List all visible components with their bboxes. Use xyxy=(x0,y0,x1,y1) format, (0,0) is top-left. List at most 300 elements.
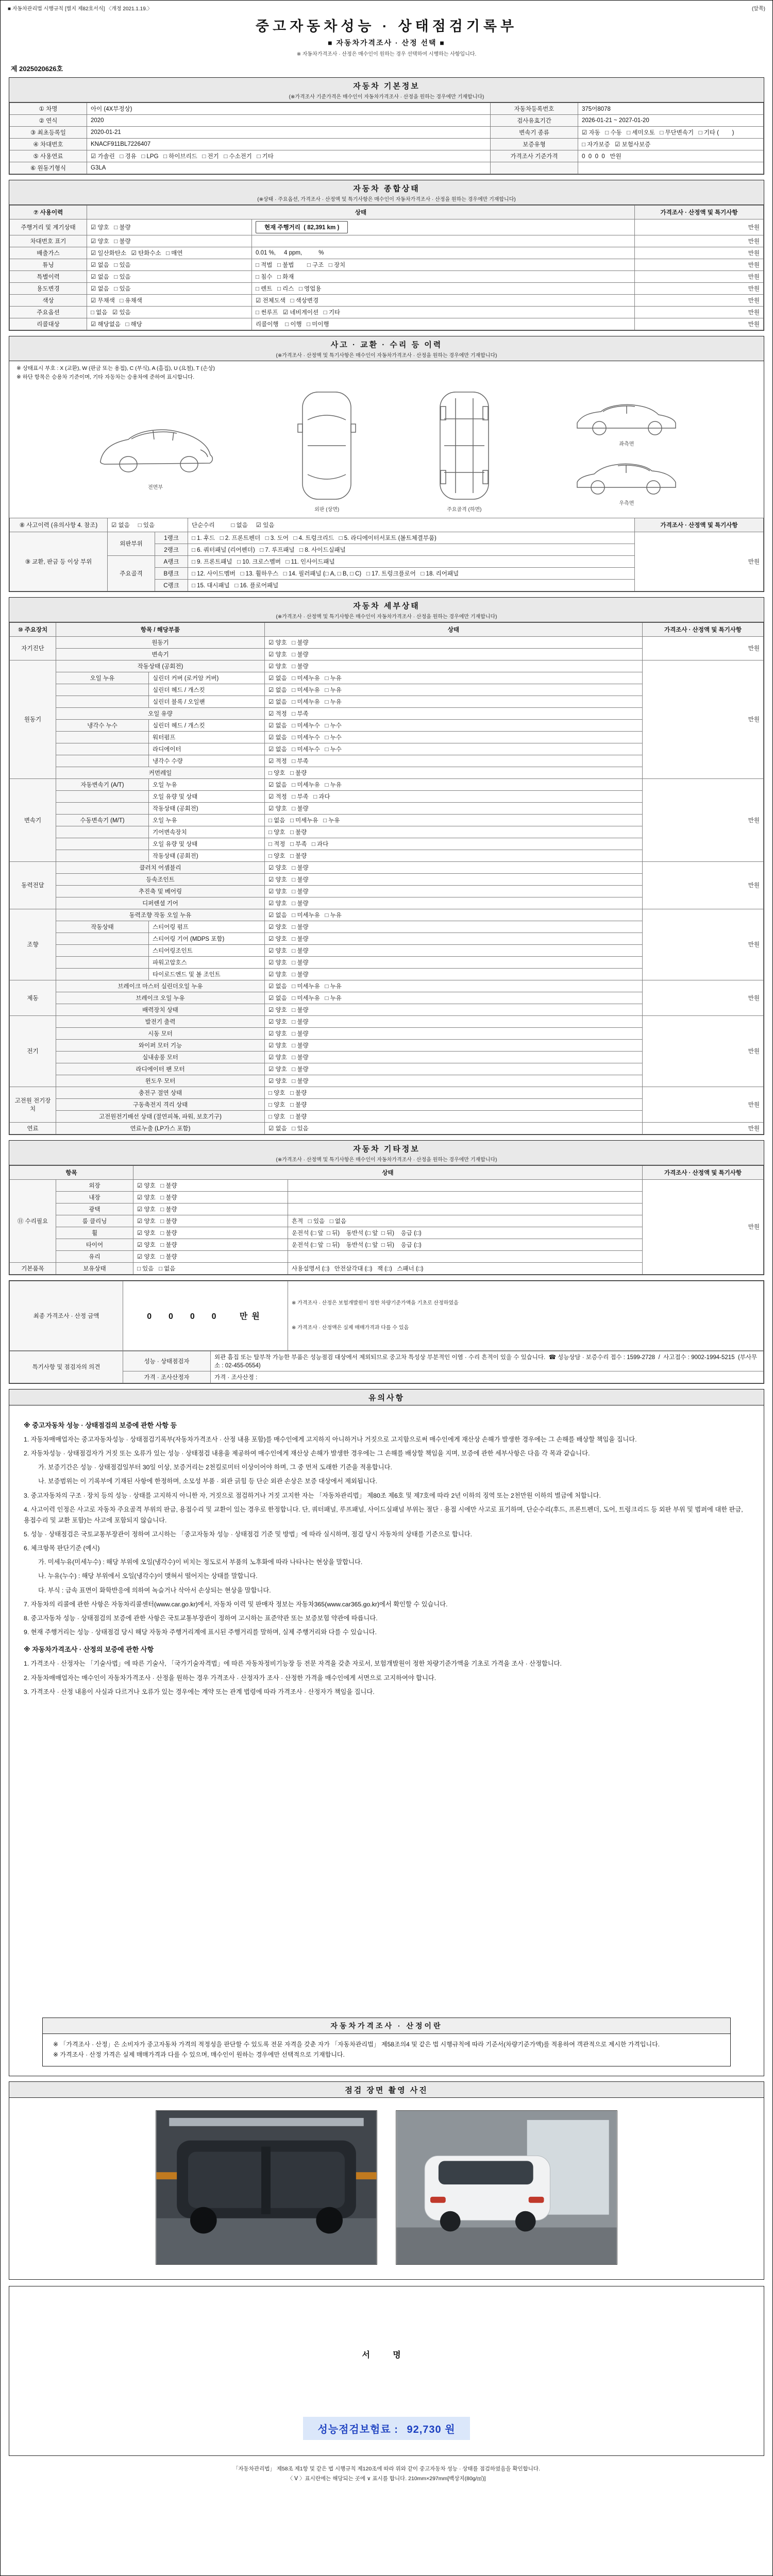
status-checkboxes[interactable]: ☑ 없음 □ 미세누유 □ 누유 xyxy=(265,672,643,684)
panel-checkboxes[interactable]: □ 15. 대시패널 □ 16. 플로어패널 xyxy=(188,579,635,591)
usage-item-label: 배출가스 xyxy=(10,247,87,259)
basic-field-label: ⑤ 사용연료 xyxy=(10,150,87,162)
status-checkboxes[interactable]: □ 양호 □ 불량 xyxy=(265,826,643,838)
status-checkboxes[interactable]: □ 있음 □ 없음 xyxy=(133,1262,288,1274)
panel-checkboxes[interactable]: □ 9. 프론트패널 □ 10. 크로스멤버 □ 11. 인사이드패널 xyxy=(188,555,635,567)
overall-col-usage: ⑦ 사용이력 xyxy=(10,206,87,219)
basic-field-value: 2020-01-21 xyxy=(87,127,491,139)
item-name: 고전원전기배선 상태 (절연피복, 파워, 보호기구) xyxy=(56,1110,265,1122)
repair-extra-checkboxes[interactable]: 흔적 □ 있음 □ 없음 xyxy=(288,1215,643,1227)
overall-col-price: 가격조사 · 산정액 및 특기사항 xyxy=(635,206,764,219)
usage-extra xyxy=(252,235,635,247)
item-name xyxy=(56,956,149,968)
basic-field-value[interactable]: ☑ 가솔린 □ 경유 □ LPG □ 하이브리드 □ 전기 □ 수소전기 □ 기타 xyxy=(87,150,491,162)
subitem-name: 작동상태 (공회전) xyxy=(149,850,265,861)
basic-field-label: ③ 최초등록일 xyxy=(10,127,87,139)
price-cell: 만원 xyxy=(635,318,764,330)
subitem-name: 실린더 헤드 / 개스킷 xyxy=(149,684,265,696)
car-diagram-top-svg xyxy=(296,388,357,504)
price-cell: 만원 xyxy=(643,1122,764,1134)
status-checkboxes[interactable]: ☑ 양호 □ 불량 xyxy=(133,1250,288,1262)
status-checkboxes[interactable]: ☑ 양호 □ 불량 xyxy=(133,1215,288,1227)
status-checkboxes[interactable]: ☑ 양호 □ 불량 xyxy=(265,1027,643,1039)
repair-item-label: 유리 xyxy=(56,1250,133,1262)
status-checkboxes[interactable]: ☑ 없음 □ 있음 xyxy=(265,1122,643,1134)
notice-item: 가. 미세누유(미세누수) : 해당 부위에 오일(냉각수)이 비치는 정도로서 부품의 노후화에 따라 나타나는 현상을 말합니다. xyxy=(38,1558,363,1566)
status-checkboxes[interactable]: ☑ 없음 □ 미세누유 □ 누유 xyxy=(265,992,643,1004)
usage-item-label: 튜닝 xyxy=(10,259,87,271)
device-name: 원동기 xyxy=(10,660,56,778)
item-name xyxy=(56,684,149,696)
item-name: 연료누출 (LP가스 포함) xyxy=(56,1122,265,1134)
basic-field-label: 자동차등록번호 xyxy=(491,103,578,115)
item-name: 실내송풍 모터 xyxy=(56,1051,265,1063)
final-price-table xyxy=(9,1281,764,1351)
notice-item: 나. 보증범위는 이 기록부에 기재된 사항에 한정하며, 소모성 부품 · 외관 긁힘 등 단순 외관 손상은 보증 대상에서 제외됩니다. xyxy=(38,1478,377,1485)
status-checkboxes[interactable]: ☑ 양호 □ 불량 xyxy=(133,1227,288,1239)
device-name: 전기 xyxy=(10,1015,56,1087)
status-checkboxes[interactable]: ☑ 양호 □ 불량 xyxy=(265,802,643,814)
document-subtitle: ■ 자동차가격조사 · 산정 선택 ■ xyxy=(328,39,445,47)
price-cell: 만원 xyxy=(635,295,764,307)
basic-items-item-label: 보유상태 xyxy=(56,1262,133,1274)
subitem-name: 실린더 헤드 / 개스킷 xyxy=(149,719,265,731)
panel-checkboxes[interactable]: □ 1. 후드 □ 2. 프론트펜더 □ 3. 도어 □ 4. 트렁크리드 □ 5. 라디에이터서포트 (볼트체결부품) xyxy=(188,532,635,544)
basic-field-label: ② 연식 xyxy=(10,115,87,127)
item-name: 변속기 xyxy=(56,648,265,660)
usage-status-checkboxes[interactable]: ☑ 양호 □ 불량 xyxy=(87,235,252,247)
price-cell: 만원 xyxy=(643,660,764,778)
insurance-premium-badge xyxy=(303,2417,469,2440)
overall-title-note: (※상태 · 주요옵션, 가격조사 · 산정액 및 특기사항은 매수인이 자동차가격조사 · 산정을 원하는 경우에만 기재합니다) xyxy=(257,197,516,202)
status-checkboxes[interactable]: ☑ 양호 □ 불량 xyxy=(265,873,643,885)
section-basic-title xyxy=(9,78,764,103)
item-name: 발전기 출력 xyxy=(56,1015,265,1027)
item-name: 브레이크 마스터 실린더오일 누유 xyxy=(56,980,265,992)
status-checkboxes[interactable]: ☑ 적정 □ 부족 xyxy=(265,707,643,719)
price-cell: 만원 xyxy=(643,778,764,861)
item-name: 디퍼렌셜 기어 xyxy=(56,897,265,909)
notice-heading: ※ 자동차가격조사 · 산정의 보증에 관한 사항 xyxy=(24,1646,154,1654)
item-name xyxy=(56,731,149,743)
usage-status-checkboxes[interactable]: ☑ 해당없음 □ 해당 xyxy=(87,318,252,330)
section-accident-title xyxy=(9,336,764,361)
basic-field-value[interactable]: □ 자가보증 ☑ 보험사보증 xyxy=(578,139,764,150)
notice-item: 3. 가격조사 · 산정 내용이 사실과 다르거나 오류가 있는 경우에는 계약 또는 관계 법령에 따라 가격조사 · 산정자가 책임을 집니다. xyxy=(24,1688,375,1696)
repair-extra-checkboxes xyxy=(288,1191,643,1203)
usage-status-checkboxes[interactable]: ☑ 없음 □ 있음 xyxy=(87,259,252,271)
signature-section xyxy=(9,2286,764,2456)
document-title: 중고자동차성능 · 상태점검기록부 xyxy=(255,19,518,34)
notice-item: 7. 자동차의 리콜에 관한 사항은 자동차리콜센터(www.car.go.kr)에서, 자동차 이력 및 판매자 정보는 자동차365(www.car365.go.kr)에서 확인할 수 있습니다. xyxy=(24,1600,448,1608)
item-name: 작동상태 xyxy=(56,921,149,933)
status-checkboxes[interactable]: ☑ 양호 □ 불량 xyxy=(265,933,643,944)
panel-checkboxes[interactable]: □ 6. 쿼터패널 (리어펜더) □ 7. 루프패널 □ 8. 사이드실패널 xyxy=(188,544,635,555)
item-name xyxy=(56,850,149,861)
status-checkboxes[interactable]: ☑ 없음 □ 미세누유 □ 누유 xyxy=(265,684,643,696)
document-number: 제 2025020626호 xyxy=(11,65,63,73)
section-notice xyxy=(9,1389,764,2077)
section-other-title xyxy=(9,1141,764,1165)
accident-history-checkboxes[interactable]: ☑ 없음 □ 있음 xyxy=(108,518,188,532)
usage-status-checkboxes[interactable]: ☑ 일산화탄소 ☑ 탄화수소 □ 매연 xyxy=(87,247,252,259)
footer-line-1: 「자동차관리법」 제58조 제1항 및 같은 법 시행규칙 제120조에 따라 위와 같이 중고자동차 성능 · 상태를 점검하였음을 확인합니다. xyxy=(233,2466,540,2472)
inspection-photo-exterior xyxy=(396,2110,617,2265)
basic-field-value: 0 0 0 0 만원 xyxy=(578,150,764,162)
status-checkboxes[interactable]: ☑ 없음 □ 미세누수 □ 누수 xyxy=(265,719,643,731)
item-name: 라디에이터 팬 모터 xyxy=(56,1063,265,1075)
status-checkboxes[interactable]: □ 양호 □ 불량 xyxy=(265,1087,643,1098)
overall-col-status: 상태 xyxy=(87,206,635,219)
other-col-status: 상태 xyxy=(133,1165,643,1179)
status-checkboxes[interactable]: ☑ 양호 □ 불량 xyxy=(265,1039,643,1051)
notice-item: 다. 부식 : 금속 표면이 화학반응에 의하여 녹슬거나 삭아서 손상되는 현상을 말합니다. xyxy=(38,1586,271,1594)
detail-title-text: 자동차 세부상태 xyxy=(353,601,420,611)
section-final-price xyxy=(9,1280,764,1384)
status-checkboxes[interactable]: □ 양호 □ 불량 xyxy=(265,1098,643,1110)
opinion-appraiser-label: 가격 · 조사산정자 xyxy=(123,1371,211,1383)
subitem-name: 오일 유량 및 상태 xyxy=(149,790,265,802)
repair-extra-checkboxes[interactable]: 운전석 (□ 앞 □ 뒤) 동반석 (□ 앞 □ 뒤) 응급 (□) xyxy=(288,1227,643,1239)
item-name xyxy=(56,933,149,944)
usage-status-checkboxes[interactable]: □ 없음 ☑ 있음 xyxy=(87,307,252,318)
usage-extra[interactable]: □ 렌트 □ 리스 □ 영업용 xyxy=(252,283,635,295)
usage-extra[interactable]: 리콜이행 □ 이행 □ 미이행 xyxy=(252,318,635,330)
other-title-note: (※가격조사 · 산정액 및 특기사항은 매수인이 자동차가격조사 · 산정을 원하는 경우에만 기재합니다) xyxy=(276,1157,497,1163)
legend-line-2: ※ 하단 항목은 승용차 기준이며, 기타 자동차는 승용차에 준하여 표시합니다. xyxy=(16,374,195,380)
notice-item: 나. 누유(누수) : 해당 부위에서 오일(냉각수)이 맺혀서 떨어지는 상태를 말합니다. xyxy=(38,1572,258,1580)
outer-panel-group-label: 외판부위 xyxy=(108,532,155,555)
car-diagram-bottom xyxy=(434,388,495,513)
price-cell: 만원 xyxy=(643,1087,764,1122)
price-survey-definition-box xyxy=(42,2018,731,2067)
definition-line-2: ※ 가격조사 · 산정 가격은 실제 매매가격과 다를 수 있으며, 매수인이 원하는 경우에만 선택적으로 기재합니다. xyxy=(53,2050,345,2058)
final-price-note-2: ※ 가격조사 · 산정액은 실제 매매가격과 다를 수 있음 xyxy=(292,1325,409,1331)
subitem-name: 작동상태 (공회전) xyxy=(149,802,265,814)
status-checkboxes[interactable]: ☑ 적정 □ 부족 xyxy=(265,755,643,767)
basic-field-label: 가격조사 기준가격 xyxy=(491,150,578,162)
status-checkboxes[interactable]: ☑ 양호 □ 불량 xyxy=(265,968,643,980)
item-name: 배력장치 상태 xyxy=(56,1004,265,1015)
signature-label: 서 명 xyxy=(362,2351,411,2360)
status-checkboxes[interactable]: ☑ 양호 □ 불량 xyxy=(265,1004,643,1015)
subitem-name: 오일 누유 xyxy=(149,778,265,790)
item-name: 작동상태 (공회전) xyxy=(56,660,265,672)
item-name xyxy=(56,802,149,814)
status-checkboxes[interactable]: ☑ 없음 □ 미세누유 □ 누유 xyxy=(265,778,643,790)
page-side-label: (앞쪽) xyxy=(752,6,765,12)
final-price-notes xyxy=(288,1281,764,1350)
item-name xyxy=(56,696,149,707)
diagram-caption-left: 좌측면 xyxy=(619,441,634,447)
diagram-caption-top: 외판 (상면) xyxy=(314,506,340,513)
usage-item-label: 용도변경 xyxy=(10,283,87,295)
status-checkboxes[interactable]: □ 양호 □ 불량 xyxy=(265,767,643,778)
opinion-inspector-text: 외관 흠집 또는 탈부착 가능한 부품은 성능점검 대상에서 제외되므로 중고차 특성상 부분적인 이염 · 수리 흔적이 있을 수 있습니다. ☎ 성능상담 · 보증수리 접수 : 1599-2728 / 사고접수 : 9002-1994-5215 (부사무소 : 02-455-0554) xyxy=(211,1351,764,1371)
notice-item: 3. 중고자동차의 구조 · 장치 등의 성능 · 상태를 고지하지 아니한 자, 거짓으로 점검하거나 거짓 고지한 자는 「자동차관리법」 제80조 제6호 및 제7호에 따라 2년 이하의 징역 또는 2천만원 이하의 벌금에 처합니다. xyxy=(24,1492,601,1499)
car-diagram-left-svg xyxy=(571,391,682,438)
price-cell: 만원 xyxy=(643,636,764,660)
item-name: 클러치 어셈블리 xyxy=(56,861,265,873)
accident-price-header: 가격조사 · 산정액 및 특기사항 xyxy=(635,518,764,532)
repair-item-label: 휠 xyxy=(56,1227,133,1239)
accident-title-text: 사고 · 교환 · 수리 등 이력 xyxy=(330,341,443,349)
usage-item-label: 주행거리 및 계기상태 xyxy=(10,219,87,235)
basic-items-extra-checkboxes[interactable]: 사용설명서 (□) 안전삼각대 (□) 잭 (□) 스패너 (□) xyxy=(288,1262,643,1274)
device-name: 조향 xyxy=(10,909,56,980)
status-checkboxes[interactable]: ☑ 양호 □ 불량 xyxy=(265,1075,643,1087)
detail-col-device: ⑩ 주요장치 xyxy=(10,622,56,636)
insurance-premium-label: 성능점검보험료 : xyxy=(317,2424,398,2436)
price-cell: 만원 xyxy=(643,980,764,1015)
repair-group-label: ⑪ 수리필요 xyxy=(10,1179,56,1262)
notice-item: 2. 자동차성능 · 상태점검자가 거짓 또는 오류가 있는 성능 · 상태점검 내용을 제공하여 매수인에게 재산상 손해가 발생한 경우에는 그 손해를 배상할 책임을 지며, 보증에 관한 세부사항은 다음 각 목과 같습니다. xyxy=(24,1450,590,1458)
rank-label: B랭크 xyxy=(155,567,188,579)
notice-item: 8. 중고자동차 성능 · 상태점검의 보증에 관한 사항은 국토교통부장관이 정하여 고시하는 표준약관 또는 보증보험 약관에 따릅니다. xyxy=(24,1614,378,1622)
item-name xyxy=(56,755,149,767)
price-cell: 만원 xyxy=(635,259,764,271)
section-other-info xyxy=(9,1140,764,1275)
usage-item-label: 색상 xyxy=(10,295,87,307)
status-checkboxes[interactable]: ☑ 양호 □ 불량 xyxy=(265,956,643,968)
item-name: 시동 모터 xyxy=(56,1027,265,1039)
status-checkboxes[interactable]: ☑ 없음 □ 미세누수 □ 누수 xyxy=(265,743,643,755)
device-name: 동력전달 xyxy=(10,861,56,909)
usage-status-checkboxes[interactable]: ☑ 양호 □ 불량 xyxy=(87,219,252,235)
usage-extra[interactable]: □ 썬루프 ☑ 네비게이션 □ 기타 xyxy=(252,307,635,318)
photo-row xyxy=(9,2098,764,2279)
rank-label: C랭크 xyxy=(155,579,188,591)
notice-item: 9. 현재 주행거리는 성능 · 상태점검 당시 해당 자동차 주행거리계에 표시된 주행거리를 말하며, 실제 주행거리와 다를 수 있습니다. xyxy=(24,1628,377,1636)
basic-field-label: 보증유형 xyxy=(491,139,578,150)
definition-line-1: ※ 「가격조사 · 산정」은 소비자가 중고자동차 가격의 적정성을 판단할 수 있도록 전문 자격을 갖춘 자가 「자동차관리법」 제58조의4 및 같은 법 시행규칙에 따라 기준서(차량기준가액)를 적용하여 객관적으로 제시한 가격입니다. xyxy=(53,2040,660,2048)
item-name xyxy=(56,826,149,838)
status-checkboxes[interactable]: ☑ 양호 □ 불량 xyxy=(265,1063,643,1075)
usage-extra[interactable]: □ 적법 □ 불법 □ 구조 □ 장치 xyxy=(252,259,635,271)
title-block xyxy=(1,15,772,57)
section-basic-info xyxy=(9,77,764,175)
status-checkboxes[interactable]: ☑ 양호 □ 불량 xyxy=(265,636,643,648)
status-checkboxes[interactable]: □ 양호 □ 불량 xyxy=(265,1110,643,1122)
usage-extra[interactable]: ☑ 전체도색 □ 색상변경 xyxy=(252,295,635,307)
other-col-price: 가격조사 · 산정액 및 특기사항 xyxy=(643,1165,764,1179)
basic-field-value: 375어8078 xyxy=(578,103,764,115)
usage-extra: 0.01 %, 4 ppm, % xyxy=(252,247,635,259)
other-info-table xyxy=(9,1165,764,1275)
notice-title-text: 유의사항 xyxy=(368,1393,405,1402)
price-cell: 만원 xyxy=(635,307,764,318)
final-price-amount: 0 0 0 0 만원 xyxy=(123,1281,288,1350)
definition-box-body xyxy=(43,2034,730,2066)
price-cell: 만원 xyxy=(643,909,764,980)
status-checkboxes[interactable]: ☑ 없음 □ 미세누수 □ 누수 xyxy=(265,731,643,743)
diagram-caption-right: 우측면 xyxy=(619,500,634,506)
basic-field-value: KNACF911BL7226407 xyxy=(87,139,491,150)
item-name: 충전구 절연 상태 xyxy=(56,1087,265,1098)
section-notice-title xyxy=(9,1389,764,1405)
section-accident-history xyxy=(9,336,764,592)
rank-label: 2랭크 xyxy=(155,544,188,555)
form-reference: ■ 자동차관리법 시행규칙 [별지 제82호서식] 〈개정 2021.1.19.〉 xyxy=(8,6,153,12)
item-name: 브레이크 오일 누유 xyxy=(56,992,265,1004)
item-name xyxy=(56,743,149,755)
diagram-caption-bottom: 주요골격 (하면) xyxy=(447,506,482,513)
status-checkboxes[interactable]: ☑ 양호 □ 불량 xyxy=(265,1015,643,1027)
notice-item: 4. 사고이력 인정은 사고로 자동차 주요골격 부위의 판금, 용접수리 및 교환이 있는 경우로 한정합니다. 단, 쿼터패널, 루프패널, 사이드실패널 부위는 절단 · 용접 시에만 사고로 표기하며, 단순수리(후드, 프론트펜더, 도어, 트렁크리드 등 외판 부위 및 범퍼에 대한 판금, 용접수리 및 교환 포함)는 사고에 포함되지 않습니다. xyxy=(24,1505,743,1524)
notice-item: 6. 체크항목 판단기준 (예시) xyxy=(24,1545,100,1552)
basic-field-label: ④ 차대번호 xyxy=(10,139,87,150)
status-checkboxes[interactable]: ☑ 양호 □ 불량 xyxy=(265,897,643,909)
section-inspection-photos xyxy=(9,2081,764,2280)
status-checkboxes[interactable]: ☑ 없음 □ 미세누유 □ 누유 xyxy=(265,980,643,992)
section-photos-title xyxy=(9,2082,764,2098)
device-name: 자기진단 xyxy=(10,636,56,660)
basic-field-value xyxy=(578,162,764,174)
overall-condition-table xyxy=(9,205,764,330)
state-code-legend xyxy=(9,361,764,382)
status-checkboxes[interactable]: □ 양호 □ 불량 xyxy=(265,850,643,861)
notice-item: 가. 보증기간은 성능 · 상태점검일부터 30일 이상, 보증거리는 2천킬로미터 이상이어야 하며, 그 중 먼저 도래한 기준을 적용합니다. xyxy=(38,1464,392,1471)
car-diagram-front-svg xyxy=(91,410,220,482)
repair-extra-checkboxes[interactable]: 운전석 (□ 앞 □ 뒤) 동반석 (□ 앞 □ 뒤) 응급 (□) xyxy=(288,1239,643,1250)
diagram-caption-front: 전면부 xyxy=(148,485,163,491)
subitem-name: 오일 누유 xyxy=(149,814,265,826)
definition-box-title: 자동차가격조사 · 산정이란 xyxy=(43,2018,730,2034)
car-diagram-front xyxy=(91,410,220,490)
usage-status-checkboxes[interactable]: ☑ 없음 □ 있음 xyxy=(87,283,252,295)
repair-extra-checkboxes xyxy=(288,1179,643,1191)
status-checkboxes[interactable]: ☑ 양호 □ 불량 xyxy=(133,1191,288,1203)
status-checkboxes[interactable]: ☑ 양호 □ 불량 xyxy=(265,944,643,956)
notice-item: 1. 가격조사 · 산정자는 「기술사법」에 따른 기술사, 「국가기술자격법」에 따른 자동차정비기능장 등 전문 자격을 갖춘 자로서, 보험개발원이 정한 차량기준가액을 기초로 가격을 조사 · 산정합니다. xyxy=(24,1660,562,1668)
repair-extra-checkboxes xyxy=(288,1250,643,1262)
car-diagram-sides xyxy=(571,391,682,510)
accident-history-label: ⑧ 사고이력 (유의사항 4. 참조) xyxy=(10,518,108,532)
section-detail-condition xyxy=(9,597,764,1135)
status-checkboxes[interactable]: □ 없음 □ 미세누유 □ 누유 xyxy=(265,814,643,826)
usage-item-label: 주요옵션 xyxy=(10,307,87,318)
insurance-premium-line xyxy=(9,2417,764,2440)
status-checkboxes[interactable]: ☑ 양호 □ 불량 xyxy=(265,648,643,660)
detail-col-price: 가격조사 · 산정액 및 특기사항 xyxy=(643,622,764,636)
car-diagram-bottom-svg xyxy=(434,388,495,504)
detail-condition-table xyxy=(9,622,764,1134)
usage-item-label: 차대번호 표기 xyxy=(10,235,87,247)
item-name xyxy=(56,790,149,802)
status-checkboxes[interactable]: ☑ 양호 □ 불량 xyxy=(265,660,643,672)
rank-label: 1랭크 xyxy=(155,532,188,544)
subitem-name: 스티어링조인트 xyxy=(149,944,265,956)
usage-item-label: 리콜대상 xyxy=(10,318,87,330)
status-checkboxes[interactable]: ☑ 양호 □ 불량 xyxy=(265,885,643,897)
other-title-text: 자동차 기타정보 xyxy=(353,1144,420,1154)
document-footer xyxy=(1,2459,772,2488)
basic-field-label: ⑥ 원동기형식 xyxy=(10,162,87,174)
subitem-name: 라디에이터 xyxy=(149,743,265,755)
notice-item: 5. 성능 · 상태점검은 국토교통부장관이 정하여 고시하는 「중고자동차 성능 · 상태점검 기준 및 방법」에 따라 실시하며, 점검 당시 자동차의 상태를 기준으로 합니다. xyxy=(24,1530,472,1538)
basic-field-value: 2026-01-21 ~ 2027-01-20 xyxy=(578,115,764,127)
section-overall-title xyxy=(9,180,764,205)
basic-field-value[interactable]: ☑ 자동 □ 수동 □ 세미오토 □ 무단변속기 □ 기타 ( ) xyxy=(578,127,764,139)
car-diagram-right-svg xyxy=(571,450,682,498)
accident-history-table xyxy=(9,518,764,591)
basic-title-text: 자동차 기본정보 xyxy=(353,82,420,91)
basic-field-label: 변속기 종류 xyxy=(491,127,578,139)
status-checkboxes[interactable]: ☑ 양호 □ 불량 xyxy=(133,1203,288,1215)
overall-title-text: 자동차 종합상태 xyxy=(353,184,420,193)
device-name: 고전원 전기장치 xyxy=(10,1087,56,1122)
status-checkboxes[interactable]: ☑ 적정 □ 부족 □ 과다 xyxy=(265,790,643,802)
photos-title-text: 점검 장면 촬영 사진 xyxy=(345,2086,428,2095)
item-name: 자동변속기 (A/T) xyxy=(56,778,149,790)
insurance-premium-value: 92,730 원 xyxy=(407,2424,456,2436)
basic-field-value: 2020 xyxy=(87,115,491,127)
price-cell: 만원 xyxy=(643,1015,764,1087)
detail-title-note: (※가격조사 · 산정액 및 특기사항은 매수인이 자동차가격조사 · 산정을 원하는 경우에만 기재합니다) xyxy=(276,614,497,620)
usage-item-label: 특별이력 xyxy=(10,271,87,283)
status-checkboxes[interactable]: ☑ 없음 □ 미세누유 □ 누유 xyxy=(265,696,643,707)
subitem-name: 워터펌프 xyxy=(149,731,265,743)
price-cell: 만원 xyxy=(635,219,764,235)
notice-item: 1. 자동차매매업자는 중고자동차성능 · 상태점검기록부(자동차가격조사 · 산정 내용 포함)를 매수인에게 고지하지 아니하거나 거짓으로 고지함으로써 매수인에게 재산상 손해가 발생한 경우에는 그 손해를 배상할 책임을 집니다. xyxy=(24,1435,637,1443)
notice-body xyxy=(9,1405,764,2003)
repair-item-label: 타이어 xyxy=(56,1239,133,1250)
usage-extra[interactable]: □ 침수 □ 화재 xyxy=(252,271,635,283)
item-name: 구동축전지 격리 상태 xyxy=(56,1098,265,1110)
status-checkboxes[interactable]: ☑ 양호 □ 불량 xyxy=(265,921,643,933)
price-cell: 만원 xyxy=(635,532,764,591)
item-name: 추진축 및 베어링 xyxy=(56,885,265,897)
device-name: 제동 xyxy=(10,980,56,1015)
subitem-name: 스티어링 펌프 xyxy=(149,921,265,933)
final-price-note-1: ※ 가격조사 · 산정은 보험개발원이 정한 차량기준가액을 기초로 산정하였음 xyxy=(292,1300,459,1306)
repair-item-label: 광택 xyxy=(56,1203,133,1215)
final-price-label: 최종 가격조사 · 산정 금액 xyxy=(10,1281,123,1350)
status-checkboxes[interactable]: □ 적정 □ 부족 □ 과다 xyxy=(265,838,643,850)
inspector-opinion-table xyxy=(9,1351,764,1383)
price-cell: 만원 xyxy=(635,247,764,259)
legend-line-1: ※ 상태표시 부호 : X (교환), W (판금 또는 용접), C (부식), A (흠집), U (요철), T (손상) xyxy=(16,365,215,371)
status-checkboxes[interactable]: ☑ 양호 □ 불량 xyxy=(133,1239,288,1250)
basic-title-note: (※가격조사 기준가격은 매수인이 자동차가격조사 · 산정을 원하는 경우에만 기재합니다) xyxy=(289,94,484,100)
repair-extra-checkboxes xyxy=(288,1203,643,1215)
status-checkboxes[interactable]: ☑ 양호 □ 불량 xyxy=(265,1051,643,1063)
current-mileage-box: 현재 주행거리 ( 82,391 km ) xyxy=(256,221,348,233)
exchange-panel-label: ⑨ 교환, 판금 등 이상 부위 xyxy=(10,532,108,591)
basic-field-label: ① 차명 xyxy=(10,103,87,115)
item-name: 커먼레일 xyxy=(56,767,265,778)
usage-status-checkboxes[interactable]: ☑ 없음 □ 있음 xyxy=(87,271,252,283)
notice-heading: ※ 중고자동차 성능 · 상태점검의 보증에 관한 사항 등 xyxy=(24,1421,177,1429)
opinion-group-label: 특기사항 및 점검자의 의견 xyxy=(10,1351,123,1383)
status-checkboxes[interactable]: ☑ 없음 □ 미세누유 □ 누유 xyxy=(265,909,643,921)
frame-group-label: 주요골격 xyxy=(108,555,155,591)
usage-extra xyxy=(252,219,635,235)
simple-repair-checkboxes[interactable]: 단순수리 □ 없음 ☑ 있음 xyxy=(188,518,635,532)
other-col-item: 항목 xyxy=(10,1165,133,1179)
basic-field-value: 아이 (4X부정상) xyxy=(87,103,491,115)
usage-status-checkboxes[interactable]: ☑ 무채색 □ 유채색 xyxy=(87,295,252,307)
notice-item: 2. 자동차매매업자는 매수인이 자동차가격조사 · 산정을 원하는 경우 가격조사 · 산정자가 조사 · 산정한 가격을 매수인에게 서면으로 고지하여야 합니다. xyxy=(24,1674,436,1682)
accident-title-note: (※가격조사 · 산정액 및 특기사항은 매수인이 자동차가격조사 · 산정을 원하는 경우에만 기재합니다) xyxy=(276,353,497,359)
subitem-name: 오일 유량 및 상태 xyxy=(149,838,265,850)
item-name: 냉각수 누수 xyxy=(56,719,149,731)
status-checkboxes[interactable]: ☑ 양호 □ 불량 xyxy=(133,1179,288,1191)
panel-checkboxes[interactable]: □ 12. 사이드멤버 □ 13. 휠하우스 □ 14. 필러패널 (□ A, □ B, □ C) □ 17. 트렁크플로어 □ 18. 리어패널 xyxy=(188,567,635,579)
document-subnote: ※ 자동차가격조사 · 산정은 매수인이 원하는 경우 선택하여 시행하는 사항입니다. xyxy=(296,52,477,57)
status-checkboxes[interactable]: ☑ 양호 □ 불량 xyxy=(265,861,643,873)
detail-col-item: 항목 / 해당부품 xyxy=(56,622,265,636)
